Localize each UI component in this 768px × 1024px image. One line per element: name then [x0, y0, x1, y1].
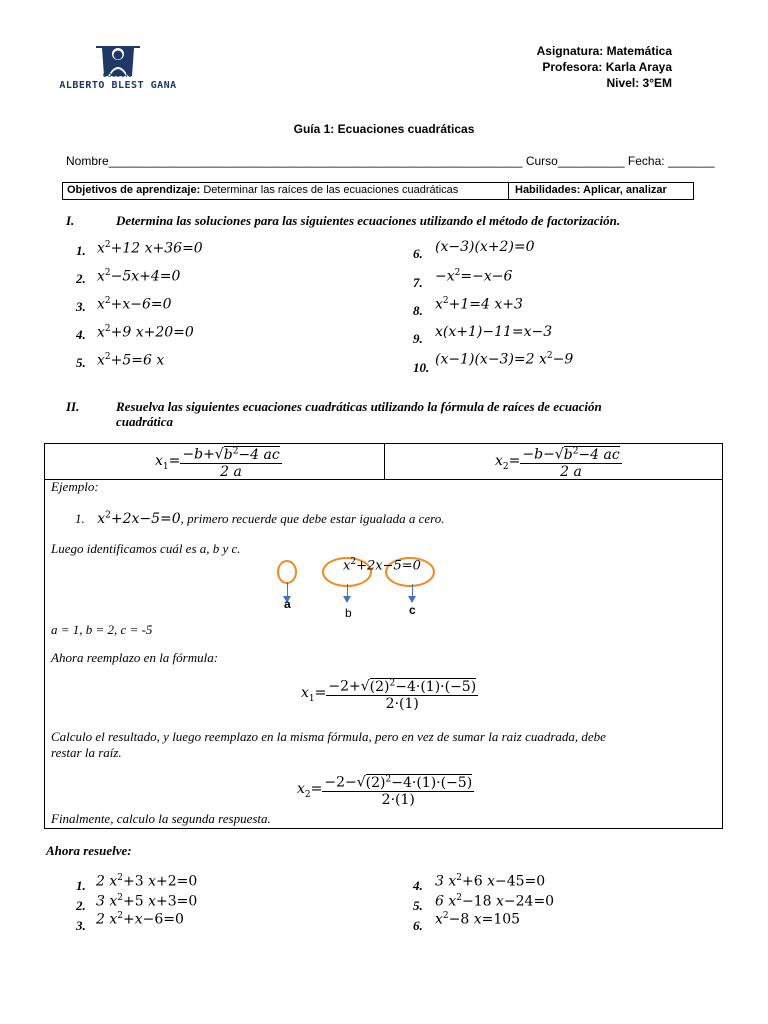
label-b: b — [345, 606, 352, 620]
replace-text: Ahora reemplazo en la fórmula: — [51, 650, 219, 665]
final-text: Finalmente, calculo la segunda respuesta. — [51, 811, 271, 826]
school-name: ALBERTO BLEST GANA — [59, 80, 177, 91]
list-item: 8. $x^2+1=4$ x+3 — [413, 296, 523, 318]
formula-divider-vertical — [384, 444, 385, 479]
list-item: 6. (x−3)(x+2)=0 — [413, 239, 535, 261]
example-note: , primero recuerde que debe estar igualada a cero. — [180, 511, 445, 526]
label-c: c — [409, 603, 416, 617]
abc-values: a = 1, b = 2, c = -5 — [51, 622, 153, 637]
section-2-title-line1: Resuelva las siguientes ecuaciones cuadráticas utilizando la fórmula de raíces de ecuación — [116, 399, 602, 414]
equation-7: $-x^2=-x-6$ — [435, 268, 513, 285]
objectives-text: Determinar las raíces de las ecuaciones cuadráticas — [203, 184, 459, 196]
circle-a — [277, 560, 297, 584]
equation-3: $x^2+x-6=0$ — [97, 296, 172, 313]
student-form — [66, 154, 715, 168]
list-item: 2. $x^2-5x+4=0$ — [76, 268, 181, 286]
formula-x1: $x_1=$ $\frac{-b+√b^2-4 ac}{2 a}$ — [155, 446, 280, 480]
example-equation: $x^2+2x-5=0$ — [97, 510, 181, 527]
section-2-title-line2: cuadrática — [116, 414, 174, 429]
section-2-title — [116, 399, 602, 429]
calc-text-line1: Calculo el resultado, y luego reemplazo en la misma fórmula, pero en vez de sumar la raiz cuadrada, debe — [51, 729, 606, 744]
list-item: 1. 2 $x^2+3$ x+2=0 — [76, 873, 198, 893]
course-field[interactable]: __________ — [557, 154, 625, 168]
school-logo — [58, 42, 178, 98]
section-1-title: Determina las soluciones para las siguientes ecuaciones utilizando el método de factorización. — [116, 213, 621, 228]
example-box — [44, 443, 723, 829]
solve-equation-6: $x^2-8$ x=105 — [435, 911, 521, 928]
equation-5: $x^2+5=6$ x — [97, 352, 165, 369]
objectives-label: Objetivos de aprendizaje: — [67, 184, 201, 196]
teacher-label: Profesora: Karla Araya — [542, 60, 672, 74]
solve-equation-4: 3 $x^2+6$ x−45=0 — [435, 873, 546, 890]
list-item: 3. $x^2+x-6=0$ — [76, 296, 172, 314]
name-field[interactable]: ______________________________________________________________ — [108, 154, 523, 168]
equation-9: x(x+1)−11=x−3 — [435, 324, 553, 340]
solve-equation-5: 6 $x^2-18$ x−24=0 — [435, 893, 555, 910]
list-item: 1. $x^2+12$ x+36=0 — [76, 240, 203, 258]
now-solve-title: Ahora resuelve: — [46, 843, 132, 858]
solve-equation-1: 2 $x^2+3$ x+2=0 — [96, 873, 198, 890]
equation-1: $x^2+12$ x+36=0 — [97, 240, 203, 257]
example-number: 1. — [75, 511, 85, 526]
identify-text: Luego identificamos cuál es a, b y c. — [51, 541, 241, 556]
skills-text: Habilidades: Aplicar, analizar — [515, 184, 667, 196]
example-x1-formula: $x_1=$ $\frac{-2+√(2)^2-4\cdot(1)\cdot(-5)}{2\cdot(1)}$ — [301, 678, 477, 712]
course-label: Curso — [525, 154, 558, 168]
name-label: Nombre — [66, 154, 109, 168]
objectives-box — [62, 182, 694, 200]
equation-8: $x^2+1=4$ x+3 — [435, 296, 523, 313]
example-x2-formula: $x_2=$ $\frac{-2-√(2)^2-4\cdot(1)\cdot(-5)}{2\cdot(1)}$ — [297, 774, 473, 808]
calc-text-line2: restar la raíz. — [51, 745, 122, 760]
subject-label: Asignatura: Matemática — [536, 44, 672, 58]
objectives-divider — [508, 183, 509, 199]
date-field[interactable]: _______ — [667, 154, 715, 168]
header-info — [537, 43, 672, 91]
equation-2: $x^2-5x+4=0$ — [97, 268, 181, 285]
formula-x2: $x_2=$ $\frac{-b-√b^2-4 ac}{2 a}$ — [495, 446, 620, 480]
equation-10: (x−1)(x−3)=2 $x^2-9$ — [435, 351, 574, 368]
list-item: 10. (x−1)(x−3)=2 $x^2-9$ — [413, 351, 574, 375]
list-item: 5. $x^2+5=6$ x — [76, 352, 165, 370]
list-item: 4. $x^2+9$ x+20=0 — [76, 324, 194, 342]
list-item: 4. 3 $x^2+6$ x−45=0 — [413, 873, 546, 893]
arrow-b-head — [343, 596, 351, 603]
date-label: Fecha: — [627, 154, 665, 168]
section-1-numeral: I. — [66, 213, 75, 228]
list-item: 3. 2 $x^2+x-6=0$ — [76, 911, 184, 933]
equation-6: (x−3)(x+2)=0 — [435, 239, 535, 255]
list-item: 7. $-x^2=-x-6$ — [413, 268, 513, 290]
list-item: 6. $x^2-8$ x=105 — [413, 911, 521, 933]
calc-text — [51, 729, 711, 761]
example-label: Ejemplo: — [51, 479, 99, 494]
label-a: a — [284, 597, 291, 611]
section-2-numeral: II. — [66, 399, 80, 414]
solve-equation-2: 3 $x^2+5$ x+3=0 — [96, 893, 198, 910]
circled-equation: $x^2+2x-5=0$ — [343, 557, 421, 574]
list-item: 5. 6 $x^2-18$ x−24=0 — [413, 893, 555, 913]
list-item: 9. x(x+1)−11=x−3 — [413, 324, 553, 346]
list-item: 2. 3 $x^2+5$ x+3=0 — [76, 893, 198, 913]
guide-title: Guía 1: Ecuaciones cuadráticas — [293, 122, 475, 136]
arrow-c-head — [408, 596, 416, 603]
school-label-small: COLEGIO — [102, 73, 134, 79]
level-label: Nivel: 3°EM — [606, 76, 672, 90]
solve-equation-3: 2 $x^2+x-6=0$ — [96, 911, 184, 928]
example-line — [75, 510, 444, 528]
equation-4: $x^2+9$ x+20=0 — [97, 324, 194, 341]
